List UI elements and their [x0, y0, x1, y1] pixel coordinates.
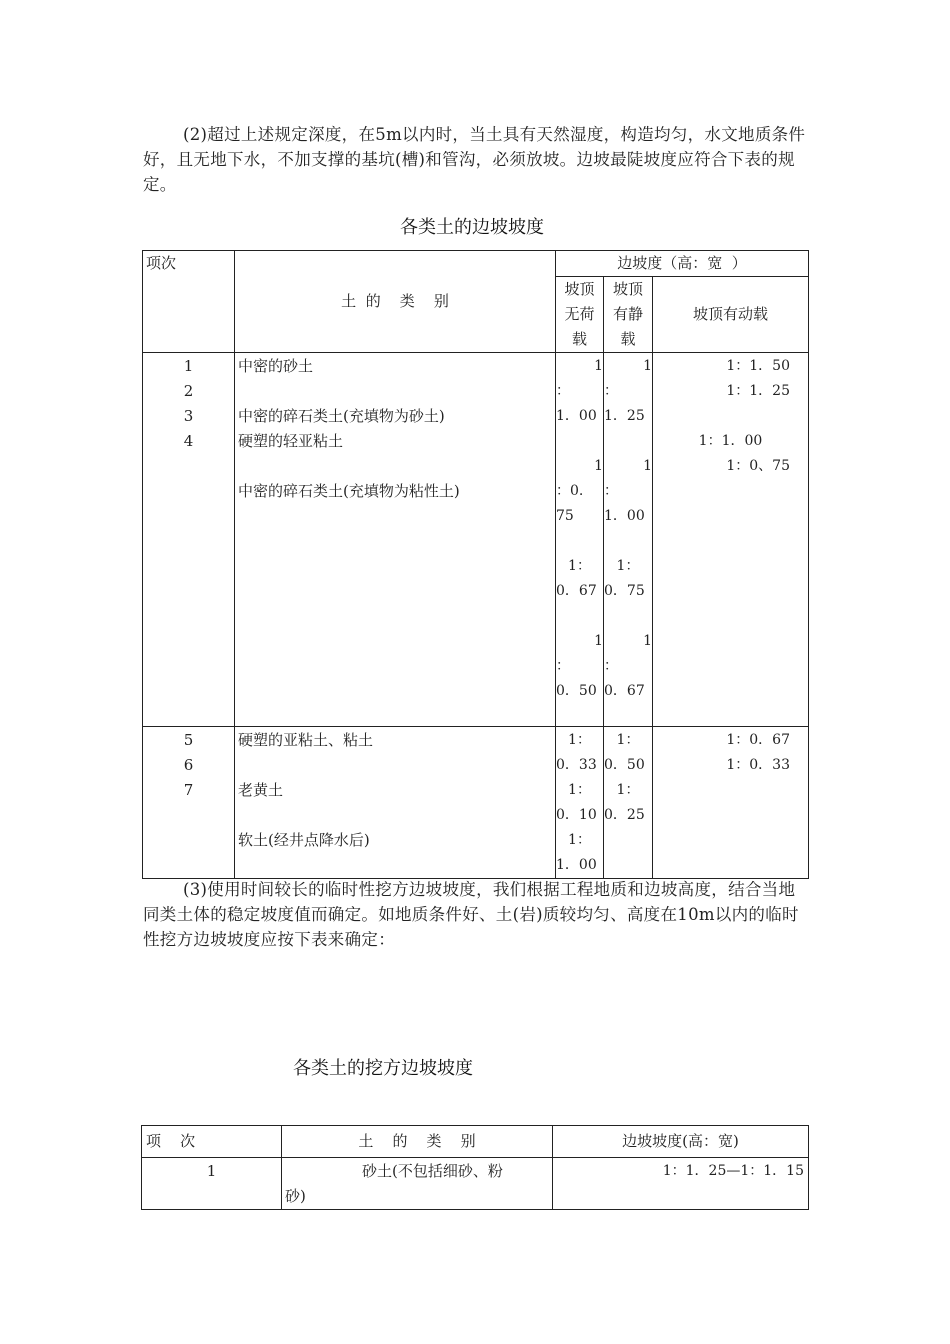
no-load-value [556, 604, 603, 629]
item-number: 4 [183, 432, 194, 450]
dynamic-load-value: 1：1．00 [698, 433, 763, 449]
static-load-value: 1 [643, 358, 652, 374]
slope-table [142, 250, 809, 879]
t2-header-slope: 边坡坡度(高：宽) [622, 1132, 739, 1150]
soil-type: 硬塑的轻亚粘土 [238, 432, 344, 450]
static-load-value: 1 [643, 633, 652, 649]
static-load-value: 1： [616, 732, 640, 748]
t2-row-soil: 砂) [285, 1187, 306, 1205]
no-load-value: 1．00 [556, 408, 597, 424]
static-load-value [604, 604, 652, 629]
g2-static-load-cell [604, 727, 653, 879]
dynamic-load-value [653, 404, 808, 429]
no-load-value: 0．50 [556, 683, 597, 699]
no-load-value: 0．33 [556, 757, 597, 773]
header-soil: 土 的 类 别 [341, 292, 449, 310]
header-item-cell [143, 251, 235, 353]
t2-row-num: 1 [206, 1162, 217, 1180]
paragraph-long-term-rule: (3)使用时间较长的临时性挖方边坡坡度，我们根据工程地质和边坡高度，结合当地同类土体的稳定坡度值而确定。如地质条件好、土(岩)质较均匀、高度在10m以内的临时性挖方边坡坡度应按下表来确定： [143, 880, 799, 949]
t2-header-slope-cell [553, 1126, 809, 1158]
soil-type [238, 379, 555, 404]
soil-type: 软土(经井点降水后) [238, 831, 370, 849]
dynamic-load-value: 1：0、75 [726, 458, 790, 474]
g2-soils-cell [235, 727, 556, 879]
no-load-value: 1： [568, 558, 591, 574]
static-load-value: 1．25 [604, 408, 645, 424]
header-no-load-line: 无荷 [564, 305, 595, 323]
no-load-value: 1： [568, 832, 591, 848]
static-load-value: ： [604, 658, 618, 674]
no-load-value: 1 [594, 458, 603, 474]
soil-type: 中密的碎石类土(充填物为粘性土) [238, 482, 460, 500]
g2-nums-cell [143, 727, 235, 879]
static-load-value [604, 529, 652, 554]
g1-soils-cell [235, 353, 556, 727]
dynamic-load-value: 1：0．33 [726, 757, 790, 773]
g1-static-load-cell [604, 353, 653, 727]
item-number: 2 [183, 382, 194, 400]
header-dynamic-load: 坡顶有动载 [692, 305, 768, 323]
dynamic-load-value: 1：1．50 [726, 358, 790, 374]
header-dynamic-load-cell [653, 277, 809, 353]
t2-row-slope: 1：1．25—1：1．15 [662, 1163, 804, 1179]
g1-no-load-cell [556, 353, 604, 727]
g1-nums-cell [143, 353, 235, 727]
soil-type: 老黄土 [238, 781, 284, 799]
header-soil-cell [235, 251, 556, 353]
no-load-value: 1 [594, 633, 603, 649]
table1-title: 各类土的边坡坡度 [400, 217, 544, 238]
no-load-value: 1 [594, 358, 603, 374]
t2-header-soil-cell [282, 1126, 553, 1158]
soil-type: 中密的碎石类土(充填物为砂土) [238, 407, 445, 425]
paragraph-depth-rule: (2)超过上述规定深度，在5m以内时，当土具有天然湿度，构造均匀，水文地质条件好，且无地下水，不加支撑的基坑(槽)和管沟，必须放坡。边坡最陡坡度应符合下表的规定。 [143, 125, 806, 194]
static-load-value: 0．75 [604, 583, 645, 599]
no-load-value [556, 429, 603, 454]
static-load-value: 0．50 [604, 757, 645, 773]
t2-row-slope-cell [553, 1158, 809, 1210]
static-load-value: 1： [616, 558, 640, 574]
soil-type: 中密的砂土 [238, 357, 314, 375]
header-item: 项次 [146, 254, 177, 272]
header-static-load-line: 有静 [612, 305, 643, 323]
item-number: 5 [183, 731, 194, 749]
header-no-load-line: 载 [571, 330, 587, 348]
static-load-value: ： [604, 483, 618, 499]
item-number: 1 [183, 357, 194, 375]
soil-type [238, 753, 555, 778]
no-load-value: ：0. [556, 483, 584, 499]
excavation-slope-table [141, 1125, 809, 1210]
g2-dynamic-cell [653, 727, 809, 879]
no-load-value: ： [556, 658, 570, 674]
no-load-value: 0．10 [556, 807, 597, 823]
no-load-value: 75 [556, 508, 574, 524]
t2-header-soil: 土 的 类 别 [358, 1132, 476, 1150]
item-number: 7 [183, 781, 194, 799]
dynamic-load-value: 1：0．67 [726, 732, 790, 748]
static-load-value: 0．67 [604, 683, 645, 699]
static-load-value: 1： [616, 782, 640, 798]
soil-type [238, 803, 555, 828]
no-load-value: 1： [568, 732, 591, 748]
static-load-value: ： [604, 383, 618, 399]
static-load-value: 1 [643, 458, 652, 474]
item-number: 6 [183, 756, 194, 774]
g1-dynamic-cell [653, 353, 809, 727]
dynamic-load-value: 1：1．25 [726, 383, 790, 399]
soil-type: 硬塑的亚粘土、粘土 [238, 731, 374, 749]
item-number: 3 [183, 407, 194, 425]
table2-title: 各类土的挖方边坡坡度 [293, 1058, 473, 1079]
header-static-load-cell [604, 277, 653, 353]
t2-row-num-cell [142, 1158, 282, 1210]
t2-header-item-cell [142, 1126, 282, 1158]
static-load-value: 1．00 [604, 508, 645, 524]
g2-no-load-cell [556, 727, 604, 879]
t2-row-soil: 砂土(不包括细砂、粉 [362, 1162, 503, 1180]
header-static-load-line: 坡顶 [612, 280, 643, 298]
header-no-load-line: 坡顶 [564, 280, 595, 298]
no-load-value: ： [556, 383, 570, 399]
header-static-load-line: 载 [620, 330, 636, 348]
no-load-value [556, 529, 603, 554]
header-slope-cell [556, 251, 809, 277]
static-load-value: 0．25 [604, 807, 645, 823]
t2-row-soil-cell [282, 1158, 553, 1210]
t2-header-item: 项 次 [146, 1132, 196, 1150]
no-load-value: 1： [568, 782, 591, 798]
no-load-value: 1．00 [556, 857, 597, 873]
soil-type [238, 454, 555, 479]
header-no-load-cell [556, 277, 604, 353]
header-slope: 边坡度（高：宽 ） [617, 254, 747, 272]
no-load-value: 0．67 [556, 583, 597, 599]
static-load-value [604, 429, 652, 454]
